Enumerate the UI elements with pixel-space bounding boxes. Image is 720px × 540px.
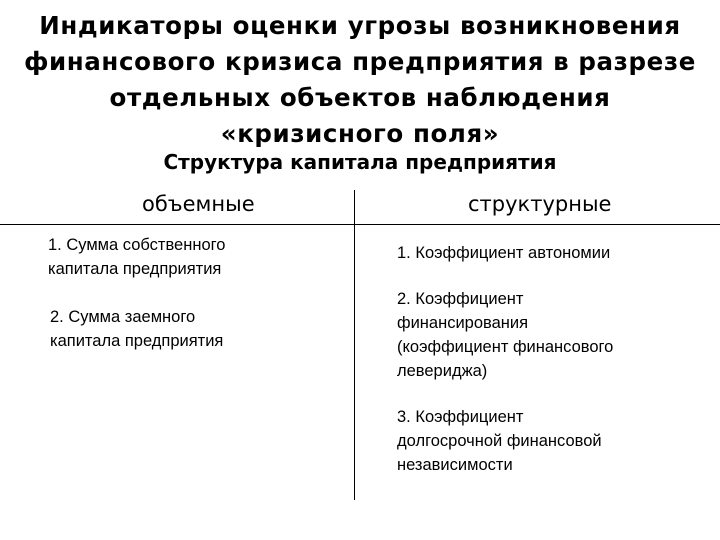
title-line-1: Индикаторы оценки угрозы возникновения: [39, 11, 681, 40]
section-subtitle: Структура капитала предприятия: [163, 150, 557, 174]
slide-title: [20, 8, 700, 152]
left-item-1: 1. Сумма собственного капитала предприятия: [48, 236, 226, 278]
left-column-header: объемные: [142, 192, 255, 216]
right-item-2: 2. Коэффициент финансирования (коэффициент финансового левериджа): [397, 290, 614, 380]
left-item-2: 2. Сумма заемного капитала предприятия: [50, 308, 224, 350]
horizontal-divider: [0, 224, 720, 225]
title-line-3: отдельных объектов наблюдения: [109, 83, 611, 112]
right-item-3: 3. Коэффициент долгосрочной финансовой независимости: [397, 408, 602, 474]
right-column-header: структурные: [468, 192, 612, 216]
right-item-1: 1. Коэффициент автономии: [397, 244, 611, 262]
title-line-4: «кризисного поля»: [220, 119, 500, 148]
vertical-divider: [354, 190, 355, 500]
title-line-2: финансового кризиса предприятия в разрезе: [24, 47, 696, 76]
